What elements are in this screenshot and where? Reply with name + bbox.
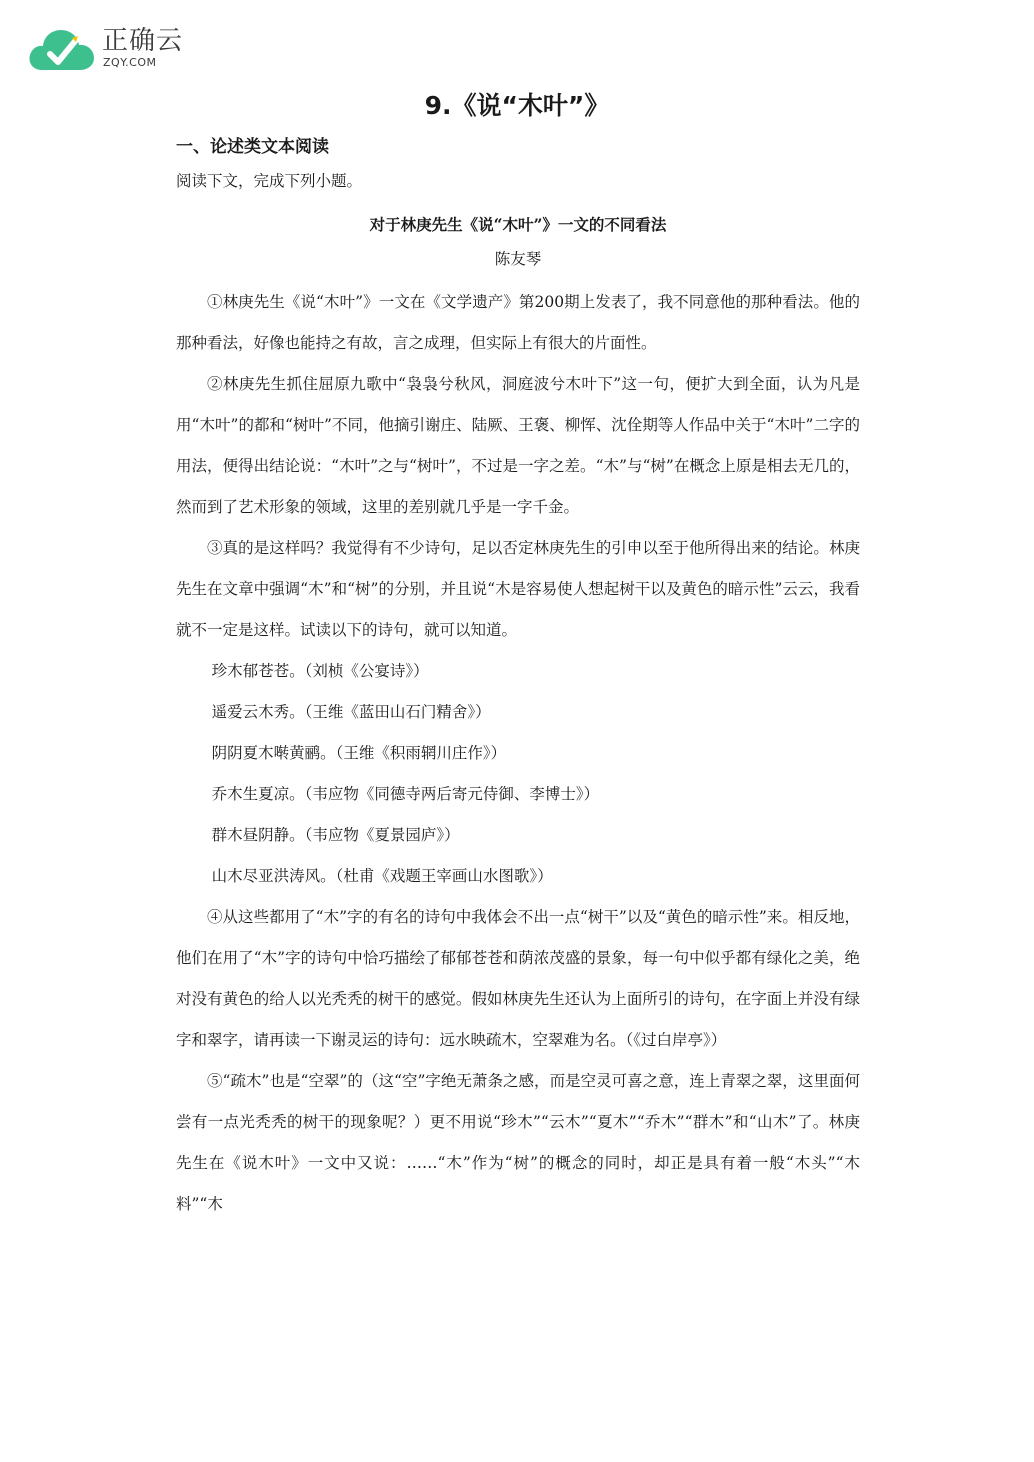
poem-line: 遥爱云木秀。（王维《蓝田山石门精舍》） <box>211 703 491 721</box>
poem-line: 群木昼阴静。（韦应物《夏景园庐》） <box>211 826 460 844</box>
poem-line: 阴阴夏木啭黄鹂。（王维《积雨辋川庄作》） <box>211 744 507 762</box>
logo-name: 正确云 <box>102 26 184 56</box>
article-author: 陈友琴 <box>494 250 542 268</box>
document-body <box>176 130 860 1225</box>
section-heading: 一、论述类文本阅读 <box>176 137 329 157</box>
page-title: 9.《说“木叶”》 <box>424 91 610 120</box>
logo-url: ZQY.COM <box>103 56 157 69</box>
paragraph: ①林庚先生《说“木叶”》一文在《文学遗产》第200期上发表了，我不同意他的那种看法。他的那种看法，好像也能持之有故，言之成理，但实际上有很大的片面性。 <box>176 293 860 352</box>
paragraph: ④从这些都用了“木”字的有名的诗句中我体会不出一点“树干”以及“黄色的暗示性”来。相反地，他们在用了“木”字的诗句中恰巧描绘了郁郁苍苍和荫浓茂盛的景象，每一句中似乎都有绿化之美，绝对没有黄色的给人以光秃秃的树干的感觉。假如林庚先生还认为上面所引的诗句，在字面上并没有绿字和翠字，请再读一下谢灵运的诗句：远水映疏木，空翠难为名。（《过白岸亭》） <box>176 908 860 1049</box>
instruction-text: 阅读下文，完成下列小题。 <box>176 172 363 190</box>
poem-line: 乔木生夏凉。（韦应物《同德寺两后寄元侍御、李博士》） <box>211 785 600 803</box>
cloud-check-icon <box>28 22 98 78</box>
poem-line: 山木尽亚洪涛风。（杜甫《戏题王宰画山水图歌》） <box>211 867 553 885</box>
paragraph: ⑤“疏木”也是“空翠”的（这“空”字绝无萧条之感，而是空灵可喜之意，连上青翠之翠，这里面何尝有一点光秃秃的树干的现象呢？）更不用说“珍木”“云木”“夏木”“乔木”“群木”和“山木”了。林庚先生在《说木叶》一文中又说：……“木”作为“树”的概念的同时，却正是具有着一般“木头”“木料”“木 <box>176 1072 860 1213</box>
poem-line: 珍木郁苍苍。（刘桢《公宴诗》） <box>211 662 429 680</box>
paragraph: ③真的是这样吗？我觉得有不少诗句，足以否定林庚先生的引申以至于他所得出来的结论。林庚先生在文章中强调“木”和“树”的分别，并且说“木是容易使人想起树干以及黄色的暗示性”云云，我看就不一定是这样。试读以下的诗句，就可以知道。 <box>176 539 860 639</box>
article-title: 对于林庚先生《说“木叶”》一文的不同看法 <box>369 215 667 234</box>
paragraph: ②林庚先生抓住屈原九歌中“袅袅兮秋风，洞庭波兮木叶下”这一句，便扩大到全面，认为凡是用“木叶”的都和“树叶”不同，他摘引谢庄、陆厥、王褒、柳恽、沈佺期等人作品中关于“木叶”二字的用法，便得出结论说：“木叶”之与“树叶”，不过是一字之差。“木”与“树”在概念上原是相去无几的，然而到了艺术形象的领域，这里的差别就几乎是一字千金。 <box>176 375 860 516</box>
